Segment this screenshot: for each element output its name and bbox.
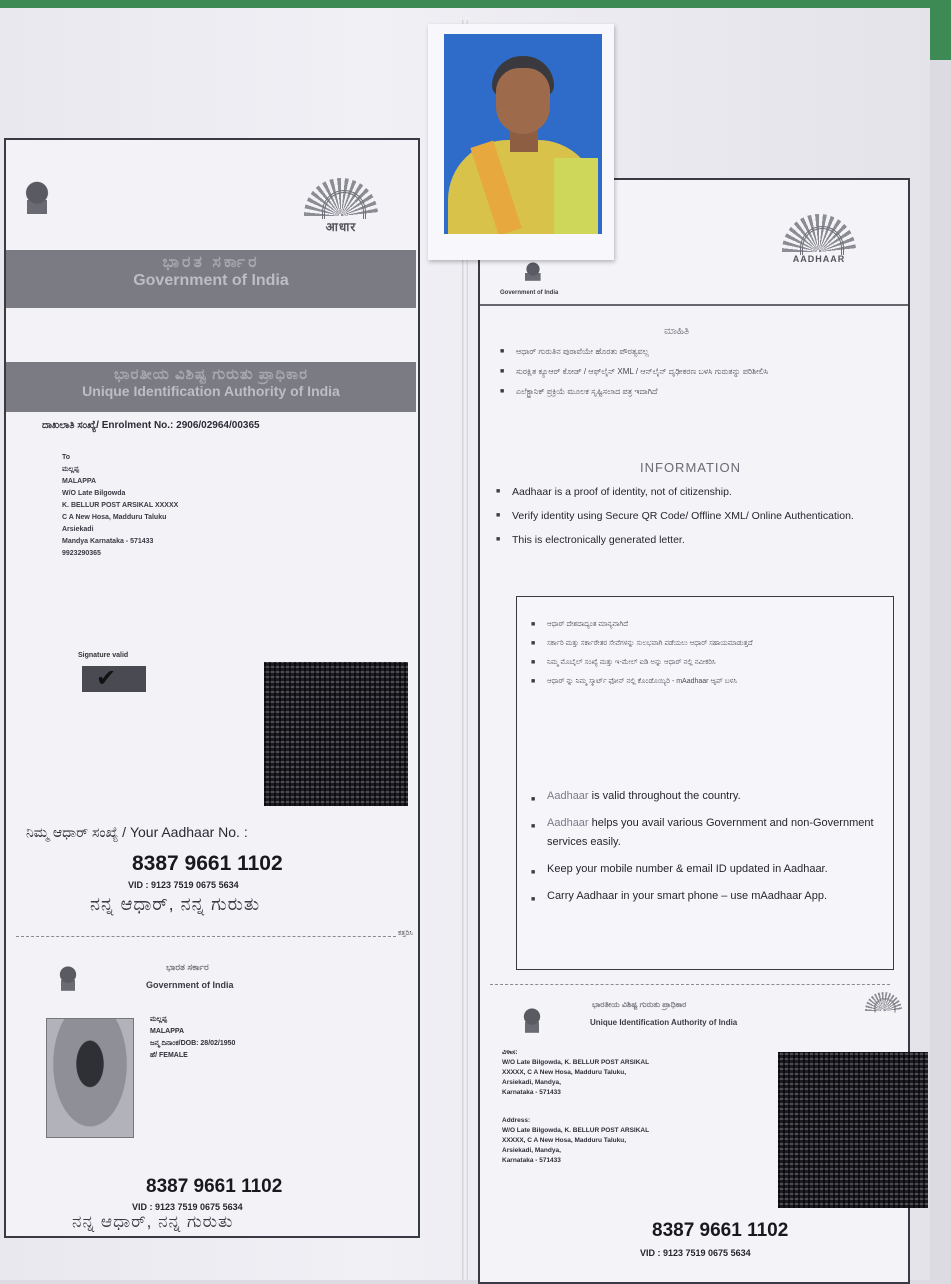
- recipient-address: To ಮಲ್ಲಪ್ಪ MALAPPA W/O Late Bilgowda K. BELLUR POST ARSIKAL XXXXX C A New Hosa, Madduru Taluku Arsiekadi Mandya Karnataka - 571433 9923290365: [62, 454, 179, 557]
- signature-label: Signature valid: [78, 652, 129, 659]
- info-point-3: ■ This is electronically generated letter.: [494, 532, 894, 548]
- info-point-1: ■ Aadhaar is a proof of identity, not of citizenship.: [494, 484, 894, 500]
- box-point-3: ■ Keep your mobile number & email ID updated in Aadhaar.: [529, 860, 899, 879]
- vid-number: VID : 9123 7519 0675 5634: [128, 880, 239, 890]
- aadhaar-logo-icon: [294, 178, 388, 234]
- national-emblem-icon-right: [520, 260, 546, 286]
- holder-name-kannada: ಮಲ್ಲಪ್ಪ: [150, 1016, 168, 1023]
- kn-point-2: ■ ಸುರಕ್ಷಿತ ಕ್ಯೂಆರ್ ಕೋಡ್ / ಆಫ್‌ಲೈನ್ XML / ಆನ್‌ಲೈನ್ ದೃಢೀಕರಣ ಬಳಸಿ ಗುರುತನ್ನು ಪರಿಶೀಲಿಸಿ: [498, 366, 798, 378]
- enrolment-number: ದಾಖಲಾತಿ ಸಂಖ್ಯೆ/ Enrolment No.: 2906/02964/00365: [42, 420, 260, 431]
- information-list: [494, 484, 894, 556]
- passport-photo: [444, 34, 602, 234]
- gov-kannada: ಭಾರತ ಸರ್ಕಾರ: [162, 254, 260, 271]
- tagline: ನನ್ನ ಆಧಾರ್, ನನ್ನ ಗುರುತು: [90, 894, 261, 914]
- emblem-caption: Government of India: [500, 290, 559, 296]
- holder-dob: ಜನ್ಮ ದಿನಾಂಕ/DOB: 28/02/1950: [150, 1040, 236, 1047]
- gov-english: Government of India: [133, 272, 289, 289]
- small-tagline: ನನ್ನ ಆಧಾರ್, ನನ್ನ ಗುರುತು: [72, 1212, 234, 1231]
- small-aadhaar-number: 8387 9661 1102: [146, 1176, 283, 1197]
- aadhaar-logo-lower-icon: [860, 992, 882, 1007]
- national-emblem-icon: [20, 176, 54, 224]
- cut-line: [16, 936, 396, 937]
- holder-details: [150, 1014, 235, 1062]
- passport-photo-mount: [428, 24, 614, 260]
- aadhaar-number: 8387 9661 1102: [132, 852, 283, 875]
- aadhaar-logo-text: आधार: [325, 220, 357, 234]
- national-emblem-lower-icon: [520, 1004, 544, 1040]
- kn-point-3: ■ ಎಲೆಕ್ಟ್ರಾನಿಕ್ ಪ್ರಕ್ರಿಯೆ ಮೂಲಕ ಸೃಷ್ಟಿಸಲಾದ ಪತ್ರ ಇದಾಗಿದೆ: [498, 386, 798, 398]
- qr-code: [264, 662, 408, 806]
- box-kannada-list: ■ ಆಧಾರ್ ದೇಶದಾದ್ಯಂತ ಮಾನ್ಯವಾಗಿದೆ ■ ಸರ್ಕಾರಿ ಮತ್ತು ಸರ್ಕಾರೇತರ ಸೇವೆಗಳನ್ನು ಸುಲಭವಾಗಿ ಪಡೆಯಲು ಆಧಾರ್ ಸಹಾಯಮಾಡುತ್ತದೆ ■ ನಿಮ್ಮ ಮೊಬೈಲ್ ಸಂಖ್ಯೆ ಮತ್ತು ಇ-ಮೇಲ್ ಐಡಿ ಅನ್ನು ಆಧಾರ್ ನಲ್ಲಿ ನವೀಕರಿಸಿ ■ ಆಧಾರ್ ನ್ನು ನಿಮ್ಮ ಸ್ಮಾರ್ಟ್ ಫೋನ್ ನಲ್ಲಿ ಕೊಂಡೊಯ್ಯಿರಿ - mAadhaar ಆ್ಯಪ್ ಬಳಸಿ: [529, 619, 849, 695]
- kannada-section-title: ಮಾಹಿತಿ: [664, 326, 690, 337]
- box-point-4: ■ Carry Aadhaar in your smart phone – use mAadhaar App.: [529, 887, 899, 906]
- lower-authority-english: Unique Identification Authority of India: [590, 1018, 738, 1027]
- lower-authority-kannada: ಭಾರತೀಯ ವಿಶಿಷ್ಟ ಗುರುತು ಪ್ರಾಧಿಕಾರ: [592, 1000, 687, 1009]
- holder-photo-small: [46, 1018, 134, 1138]
- aadhaar-letter-front: [4, 138, 420, 1238]
- info-point-2: ■ Verify identity using Secure QR Code/ Offline XML/ Online Authentication.: [494, 508, 894, 524]
- government-band: [6, 250, 416, 308]
- aadhaar-logo-text-right: AADHAAR: [792, 254, 846, 264]
- small-gov-english: Government of India: [146, 980, 234, 990]
- signature-valid-icon: ✔: [82, 666, 146, 692]
- authority-band: [6, 362, 416, 412]
- info-box: [516, 596, 894, 970]
- small-gov-kannada: ಭಾರತ ಸರ್ಕಾರ: [166, 962, 209, 972]
- back-aadhaar-number: 8387 9661 1102: [652, 1220, 789, 1241]
- your-aadhaar-label: ನಿಮ್ಮ ಆಧಾರ್ ಸಂಖ್ಯೆ / Your Aadhaar No. :: [26, 824, 248, 840]
- box-point-2: ■ Aadhaar helps you avail various Government and non-Government services easily.: [529, 814, 899, 852]
- authority-kannada: ಭಾರತೀಯ ವಿಶಿಷ್ಟ ಗುರುತು ಪ್ರಾಧಿಕಾರ: [113, 366, 309, 383]
- back-address: ವಿಳಾಸ: W/O Late Bilgowda, K. BELLUR POST ARSIKAL XXXXX, C A New Hosa, Madduru Taluku, Arsiekadi, Mandya, Karnataka - 571433 Address: W/O Late Bilgowda, K. BELLUR POST ARSIKAL XXXXX, C A New Hosa, Madduru Taluku, Arsiekadi, Mandya, Karnataka - 571433: [502, 1049, 650, 1164]
- holder-gender: ಹೆ/ FEMALE: [150, 1052, 188, 1059]
- holder-name: MALAPPA: [150, 1028, 185, 1035]
- back-vid-number: VID : 9123 7519 0675 5634: [640, 1248, 751, 1258]
- qr-code-back: [778, 1052, 928, 1208]
- box-point-1: ■ Aadhaar is valid throughout the country.: [529, 787, 899, 806]
- authority-english: Unique Identification Authority of India: [82, 383, 340, 399]
- information-title: INFORMATION: [640, 460, 742, 475]
- cut-label: ಕತ್ತರಿಸಿ: [398, 930, 413, 937]
- small-vid-number: VID : 9123 7519 0675 5634: [132, 1202, 243, 1212]
- national-emblem-small-icon: [56, 962, 80, 998]
- kn-point-1: ■ ಆಧಾರ್ ಗುರುತಿನ ಪುರಾವೆಯೇ ಹೊರತು ಪೌರತ್ವವಲ್ಲ: [498, 346, 798, 358]
- kannada-info-list: [498, 346, 798, 406]
- aadhaar-logo-icon-right: [772, 214, 866, 270]
- box-english-list: [529, 787, 899, 914]
- cut-line-right: [490, 984, 890, 985]
- header-divider: [480, 304, 908, 306]
- aadhaar-letter-back: [478, 178, 910, 1284]
